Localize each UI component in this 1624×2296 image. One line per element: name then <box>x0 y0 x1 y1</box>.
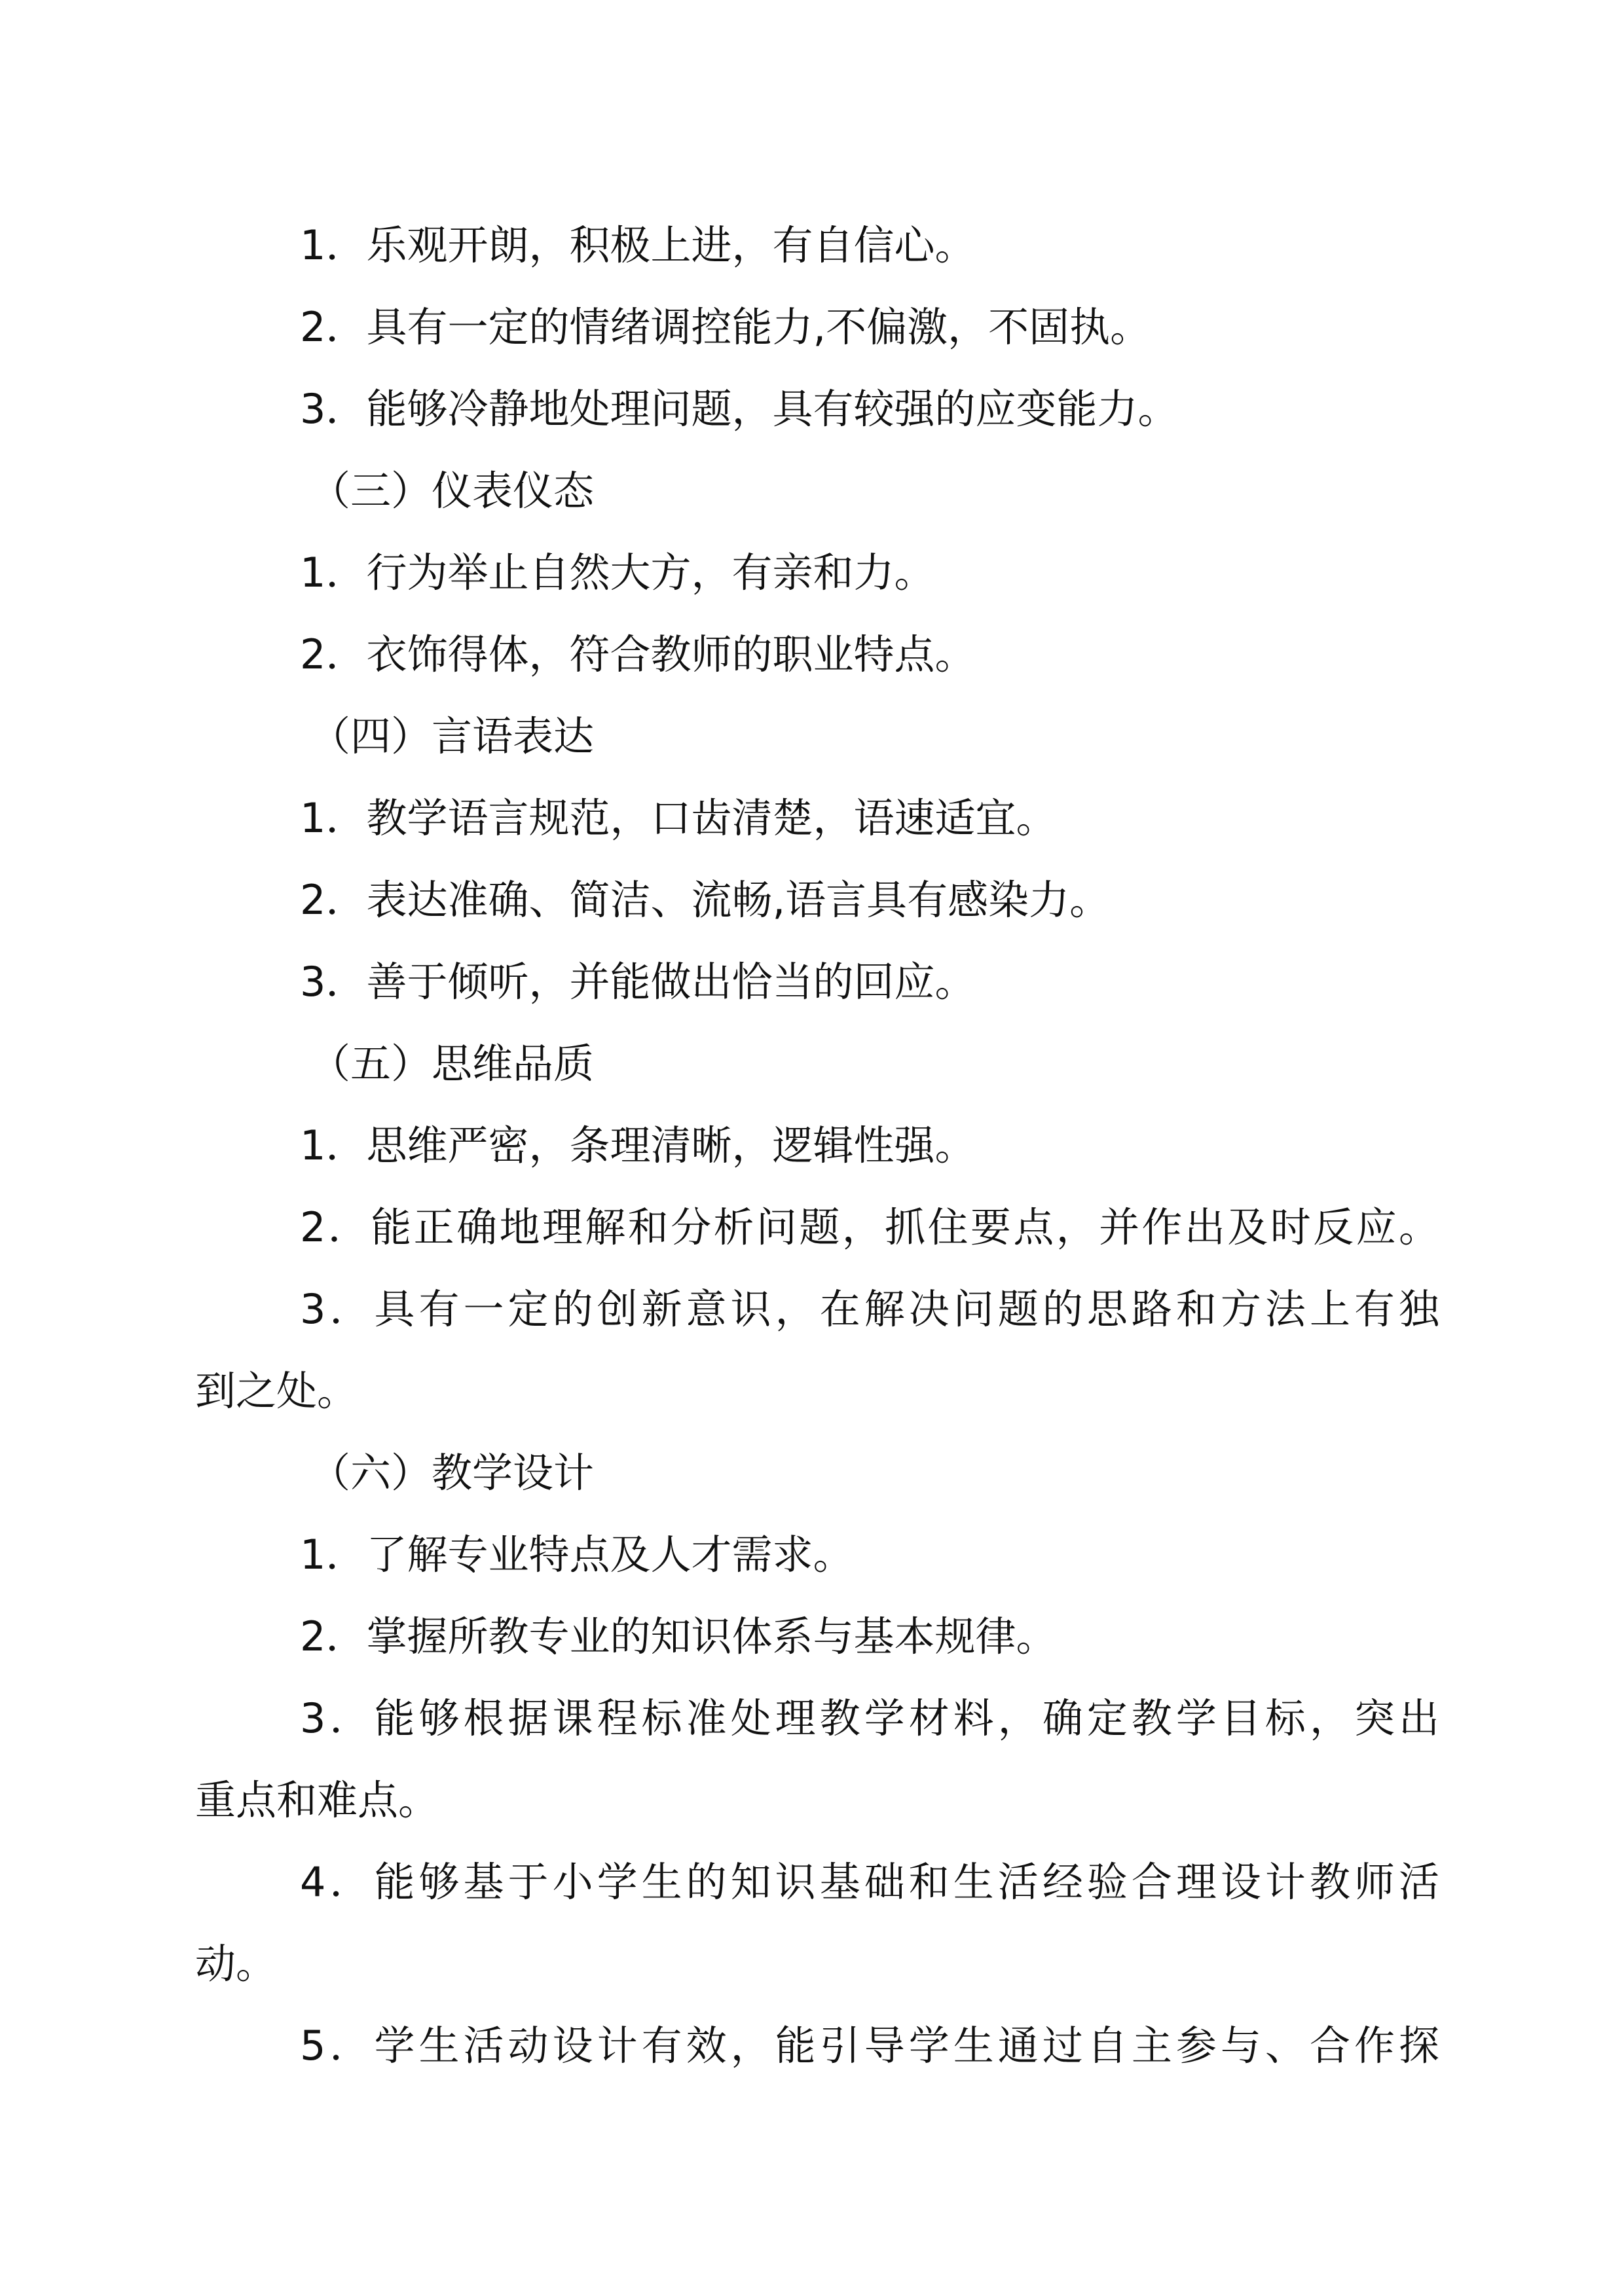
list-item: 1．思维严密，条理清晰，逻辑性强。 <box>300 1121 976 1169</box>
document-body <box>195 204 1439 2086</box>
section-heading: （三）仪表仪态 <box>310 467 595 515</box>
list-item: 1．了解专业特点及人才需求。 <box>300 1531 854 1578</box>
list-item: 2．表达准确、简洁、流畅,语言具有感染力。 <box>300 876 1111 924</box>
list-item-continuation: 动。 <box>195 1940 277 1988</box>
section-heading: （五）思维品质 <box>310 1040 595 1087</box>
list-item: 1．乐观开朗，积极上进，有自信心。 <box>300 221 976 269</box>
list-item: 3．具有一定的创新意识，在解决问题的思路和方法上有独 <box>300 1285 1439 1333</box>
list-item: 3．善于倾听，并能做出恰当的回应。 <box>300 958 976 1006</box>
list-item: 3．能够根据课程标准处理教学材料，确定教学目标，突出 <box>300 1694 1439 1742</box>
list-item: 5．学生活动设计有效，能引导学生通过自主参与、合作探 <box>300 2022 1439 2069</box>
section-heading: （六）教学设计 <box>310 1449 595 1497</box>
section-heading: （四）言语表达 <box>310 712 595 760</box>
list-item: 1．行为举止自然大方，有亲和力。 <box>300 549 935 596</box>
list-item-continuation: 到之处。 <box>195 1367 358 1415</box>
list-item: 3．能够冷静地处理问题，具有较强的应变能力。 <box>300 385 1179 433</box>
list-item: 2．能正确地理解和分析问题，抓住要点，并作出及时反应。 <box>300 1203 1439 1251</box>
list-item: 2．具有一定的情绪调控能力,不偏激，不固执。 <box>300 303 1151 351</box>
list-item: 4．能够基于小学生的知识基础和生活经验合理设计教师活 <box>300 1858 1439 1906</box>
list-item: 1．教学语言规范，口齿清楚，语速适宜。 <box>300 794 1057 842</box>
list-item-continuation: 重点和难点。 <box>195 1776 439 1824</box>
list-item: 2．掌握所教专业的知识体系与基本规律。 <box>300 1613 1057 1660</box>
list-item: 2．衣饰得体，符合教师的职业特点。 <box>300 630 976 678</box>
